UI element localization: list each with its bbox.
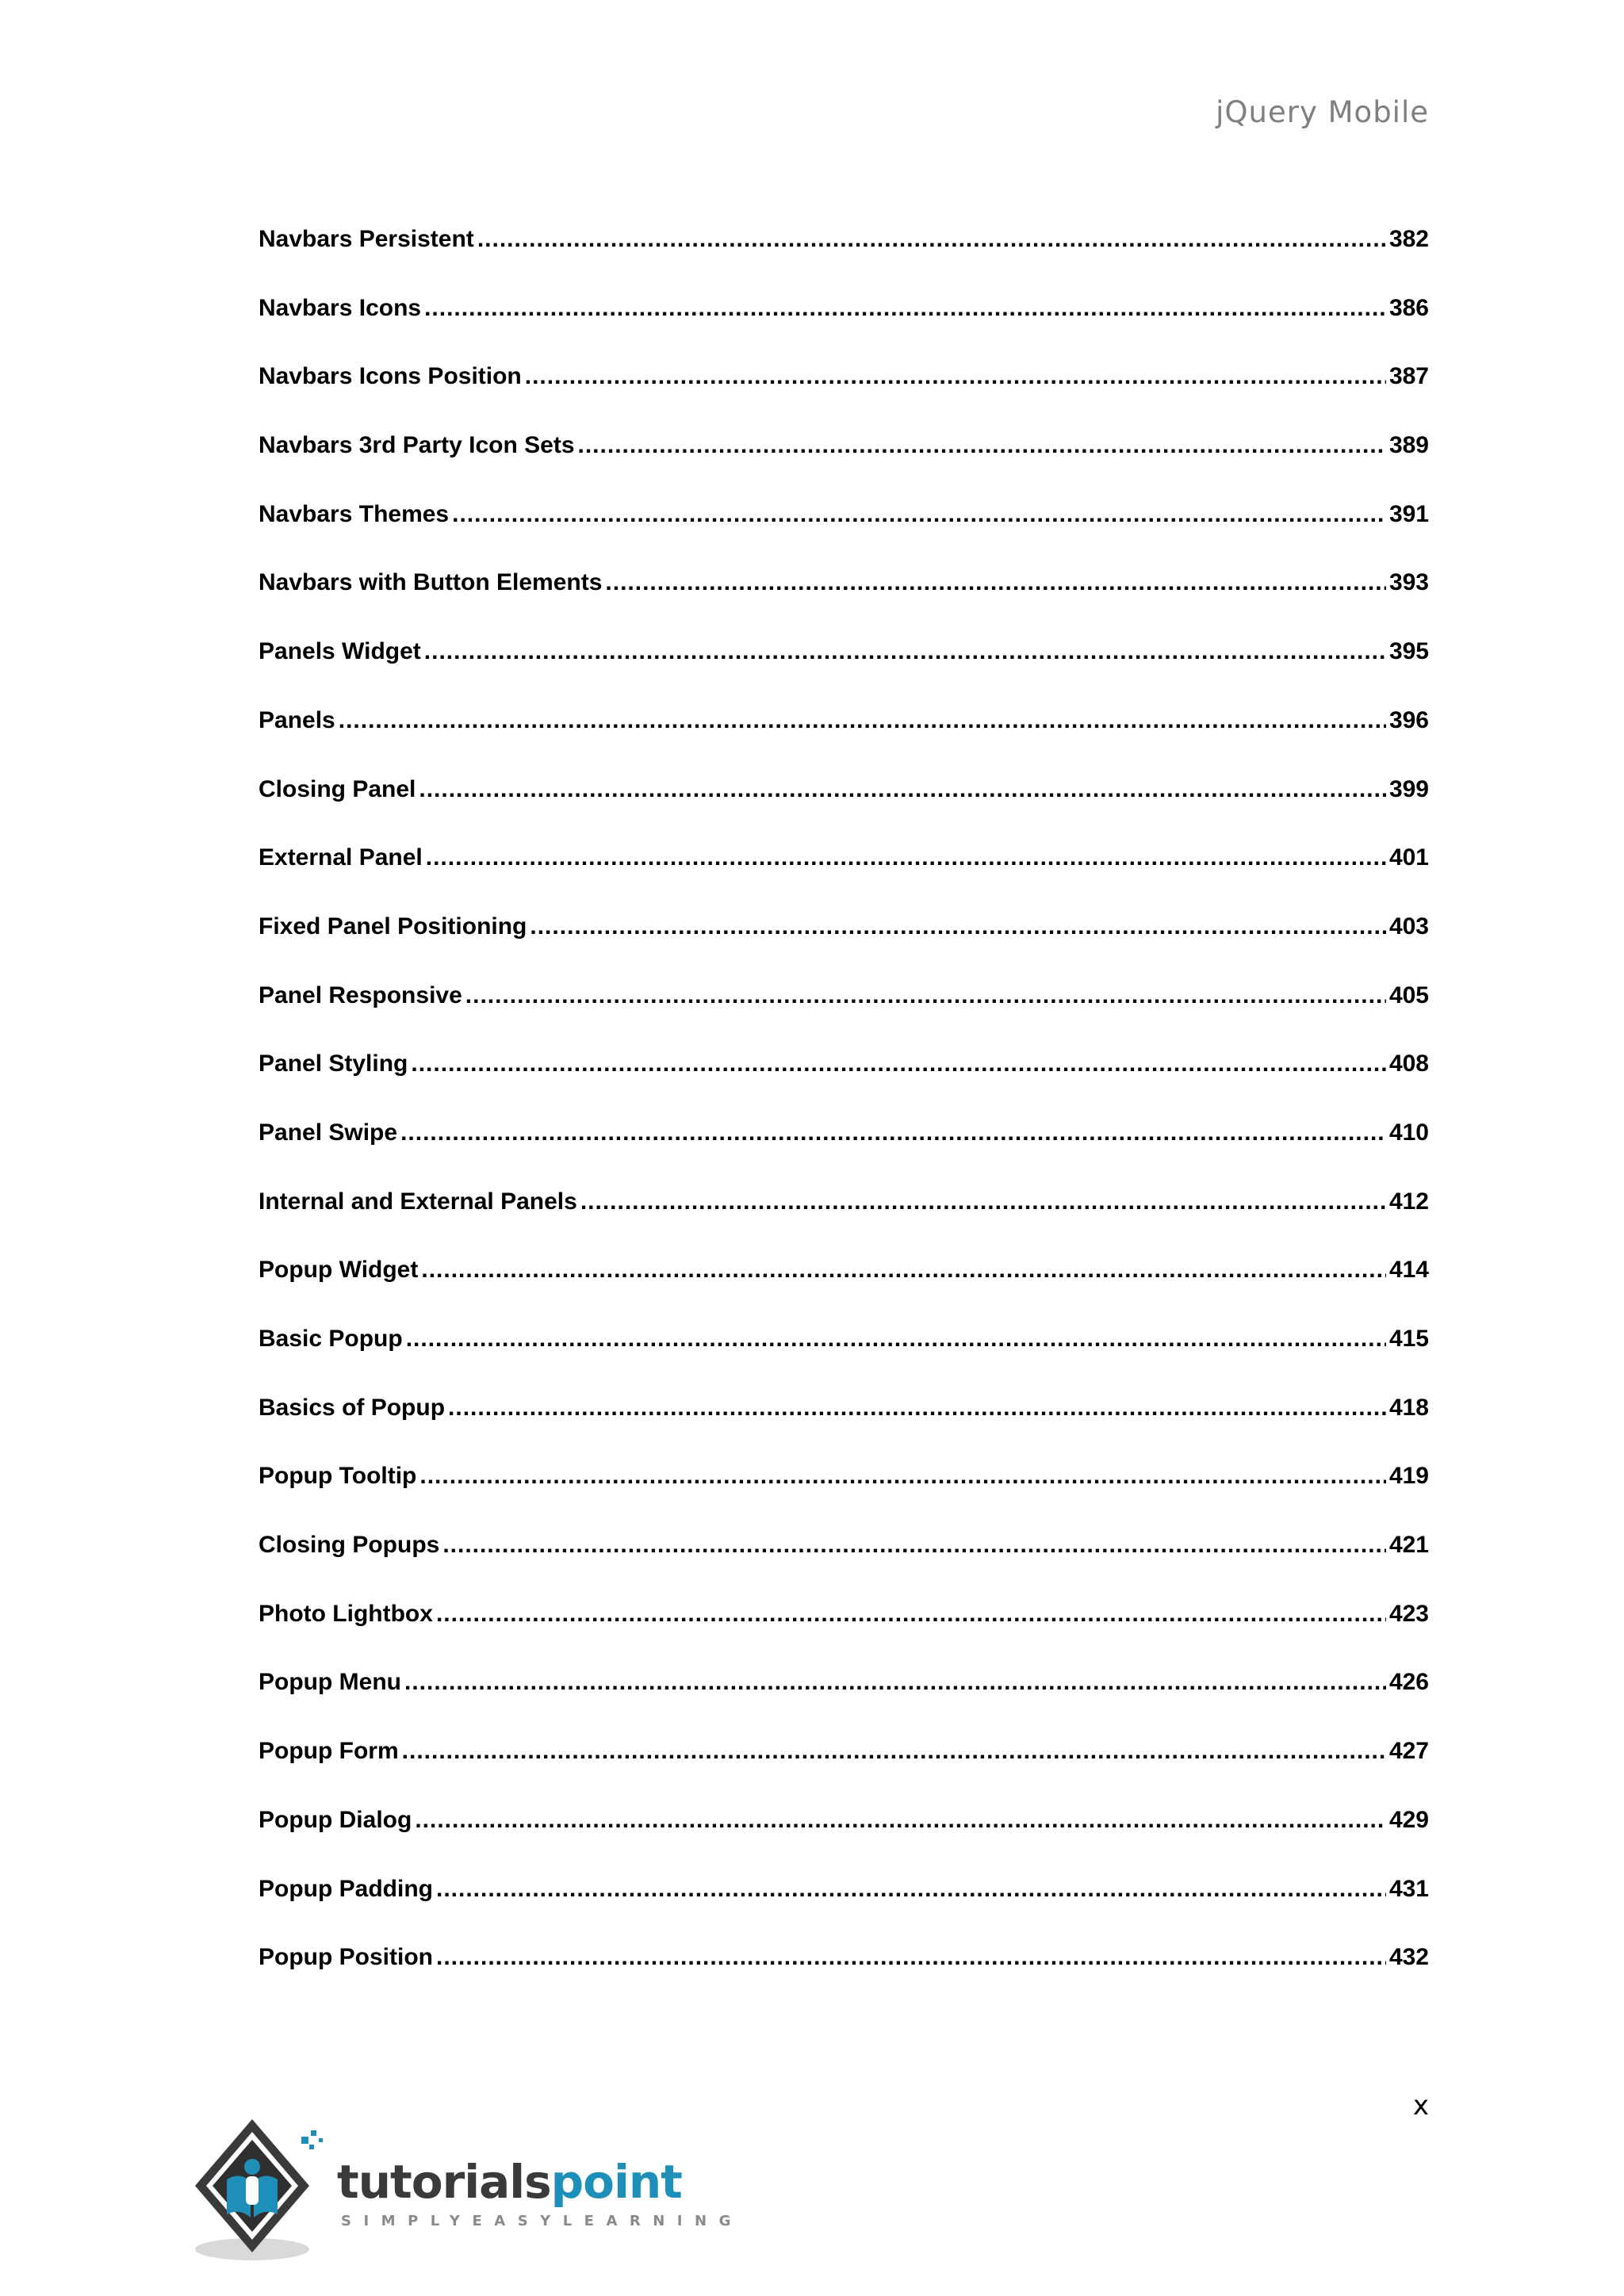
toc-dot-leader (448, 1395, 1386, 1422)
toc-entry[interactable] (259, 638, 1429, 707)
toc-dot-leader (477, 226, 1386, 253)
toc-dot-leader (580, 1188, 1386, 1215)
toc-entry[interactable] (259, 569, 1429, 638)
toc-entry-title: Panels (259, 706, 335, 733)
toc-entry-title: Closing Panel (259, 775, 416, 802)
toc-entry-page-number: 399 (1388, 775, 1429, 802)
toc-entry-title: Fixed Panel Positioning (259, 913, 527, 939)
toc-dot-leader (421, 1257, 1386, 1284)
page-header-title: jQuery Mobile (1216, 95, 1429, 129)
toc-entry-title: Panel Responsive (259, 982, 462, 1008)
toc-dot-leader (605, 569, 1386, 596)
toc-entry[interactable] (259, 1876, 1429, 1945)
toc-entry-title: Navbars Themes (259, 500, 450, 527)
tutorialspoint-logo-icon (190, 2113, 349, 2263)
toc-entry-title: Panel Swipe (259, 1119, 398, 1146)
toc-entry[interactable] (259, 1050, 1429, 1119)
toc-dot-leader (402, 1738, 1386, 1765)
logo-wordmark (337, 2155, 682, 2209)
toc-entry[interactable] (259, 776, 1429, 845)
toc-entry-title: Basics of Popup (259, 1394, 446, 1421)
toc-entry-title: Popup Menu (259, 1669, 401, 1696)
toc-entry-title: Closing Popups (259, 1532, 440, 1559)
toc-entry[interactable] (259, 1463, 1429, 1532)
toc-entry-title: External Panel (259, 844, 423, 871)
toc-entry-title: Popup Padding (259, 1875, 433, 1902)
toc-entry-page-number: 427 (1388, 1738, 1429, 1765)
toc-entry[interactable] (259, 1119, 1429, 1188)
toc-entry-page-number: 408 (1388, 1050, 1429, 1077)
toc-dot-leader (442, 1532, 1386, 1559)
toc-dot-leader (424, 295, 1386, 322)
toc-entry[interactable] (259, 913, 1429, 982)
toc-entry-page-number: 401 (1388, 844, 1429, 871)
toc-entry-title: Navbars Persistent (259, 226, 474, 252)
toc-dot-leader (339, 707, 1386, 734)
toc-entry-title: Basic Popup (259, 1326, 403, 1352)
toc-dot-leader (530, 913, 1386, 940)
toc-entry-title: Popup Form (259, 1738, 399, 1765)
toc-entry[interactable] (259, 1257, 1429, 1326)
toc-entry[interactable] (259, 1738, 1429, 1807)
toc-entry-title: Photo Lightbox (259, 1600, 433, 1627)
toc-dot-leader (406, 1326, 1386, 1353)
toc-dot-leader (525, 363, 1386, 390)
toc-dot-leader (419, 1463, 1386, 1490)
toc-entry-page-number: 410 (1388, 1119, 1429, 1146)
toc-entry-page-number: 405 (1388, 982, 1429, 1008)
toc-entry-title: Internal and External Panels (259, 1188, 577, 1215)
toc-entry-title: Navbars Icons (259, 294, 422, 321)
toc-entry-page-number: 395 (1388, 638, 1429, 665)
toc-entry[interactable] (259, 1532, 1429, 1601)
toc-entry-page-number: 396 (1388, 706, 1429, 733)
toc-dot-leader (436, 1876, 1386, 1903)
toc-entry[interactable] (259, 1807, 1429, 1876)
toc-entry-title: Navbars 3rd Party Icon Sets (259, 432, 575, 459)
toc-dot-leader (415, 1807, 1386, 1834)
toc-dot-leader (419, 776, 1386, 803)
toc-entry-title: Popup Dialog (259, 1806, 412, 1833)
toc-entry-page-number: 421 (1388, 1532, 1429, 1559)
table-of-contents (259, 226, 1429, 2013)
toc-entry-page-number: 412 (1388, 1188, 1429, 1215)
toc-entry[interactable] (259, 1601, 1429, 1670)
toc-entry[interactable] (259, 1669, 1429, 1738)
toc-entry[interactable] (259, 226, 1429, 295)
toc-entry[interactable] (259, 501, 1429, 570)
toc-entry-page-number: 431 (1388, 1875, 1429, 1902)
toc-dot-leader (578, 432, 1386, 459)
toc-dot-leader (400, 1119, 1386, 1146)
toc-entry-page-number: 423 (1388, 1600, 1429, 1627)
logo-wordmark-part1: tutorials (337, 2155, 551, 2209)
toc-entry[interactable] (259, 707, 1429, 776)
toc-entry[interactable] (259, 432, 1429, 501)
toc-entry-title: Panel Styling (259, 1050, 408, 1077)
toc-entry-page-number: 387 (1388, 363, 1429, 390)
toc-entry-page-number: 418 (1388, 1394, 1429, 1421)
toc-entry-title: Popup Tooltip (259, 1463, 417, 1490)
toc-dot-leader (426, 844, 1386, 871)
toc-entry-page-number: 429 (1388, 1806, 1429, 1833)
toc-dot-leader (404, 1669, 1386, 1696)
tutorialspoint-logo (190, 2113, 743, 2263)
toc-entry-page-number: 382 (1388, 226, 1429, 252)
toc-dot-leader (424, 638, 1386, 665)
toc-dot-leader (465, 982, 1386, 1009)
toc-dot-leader (436, 1944, 1386, 1971)
toc-entry[interactable] (259, 844, 1429, 913)
toc-entry[interactable] (259, 1944, 1429, 2013)
toc-entry-page-number: 415 (1388, 1326, 1429, 1352)
toc-dot-leader (411, 1050, 1386, 1077)
toc-entry-page-number: 432 (1388, 1944, 1429, 1971)
toc-entry-title: Popup Position (259, 1944, 433, 1971)
toc-entry-page-number: 426 (1388, 1669, 1429, 1696)
toc-entry[interactable] (259, 1395, 1429, 1464)
toc-entry-page-number: 389 (1388, 432, 1429, 459)
toc-entry-page-number: 414 (1388, 1257, 1429, 1284)
toc-entry[interactable] (259, 1188, 1429, 1257)
page-number: x (1412, 2090, 1429, 2122)
toc-entry[interactable] (259, 982, 1429, 1051)
toc-entry-page-number: 403 (1388, 913, 1429, 939)
toc-entry-page-number: 393 (1388, 569, 1429, 596)
toc-entry[interactable] (259, 363, 1429, 432)
logo-wordmark-part2: point (550, 2155, 682, 2209)
logo-tagline: SIMPLYEASYLEARNING (341, 2213, 743, 2229)
toc-entry-page-number: 419 (1388, 1463, 1429, 1490)
toc-entry-page-number: 386 (1388, 294, 1429, 321)
toc-entry-title: Navbars Icons Position (259, 363, 522, 390)
toc-entry-title: Navbars with Button Elements (259, 569, 603, 596)
toc-entry-title: Panels Widget (259, 638, 421, 665)
toc-entry[interactable] (259, 295, 1429, 364)
toc-entry-title: Popup Widget (259, 1257, 419, 1284)
toc-entry[interactable] (259, 1326, 1429, 1395)
toc-dot-leader (452, 501, 1386, 528)
toc-entry-page-number: 391 (1388, 500, 1429, 527)
toc-dot-leader (436, 1601, 1386, 1628)
